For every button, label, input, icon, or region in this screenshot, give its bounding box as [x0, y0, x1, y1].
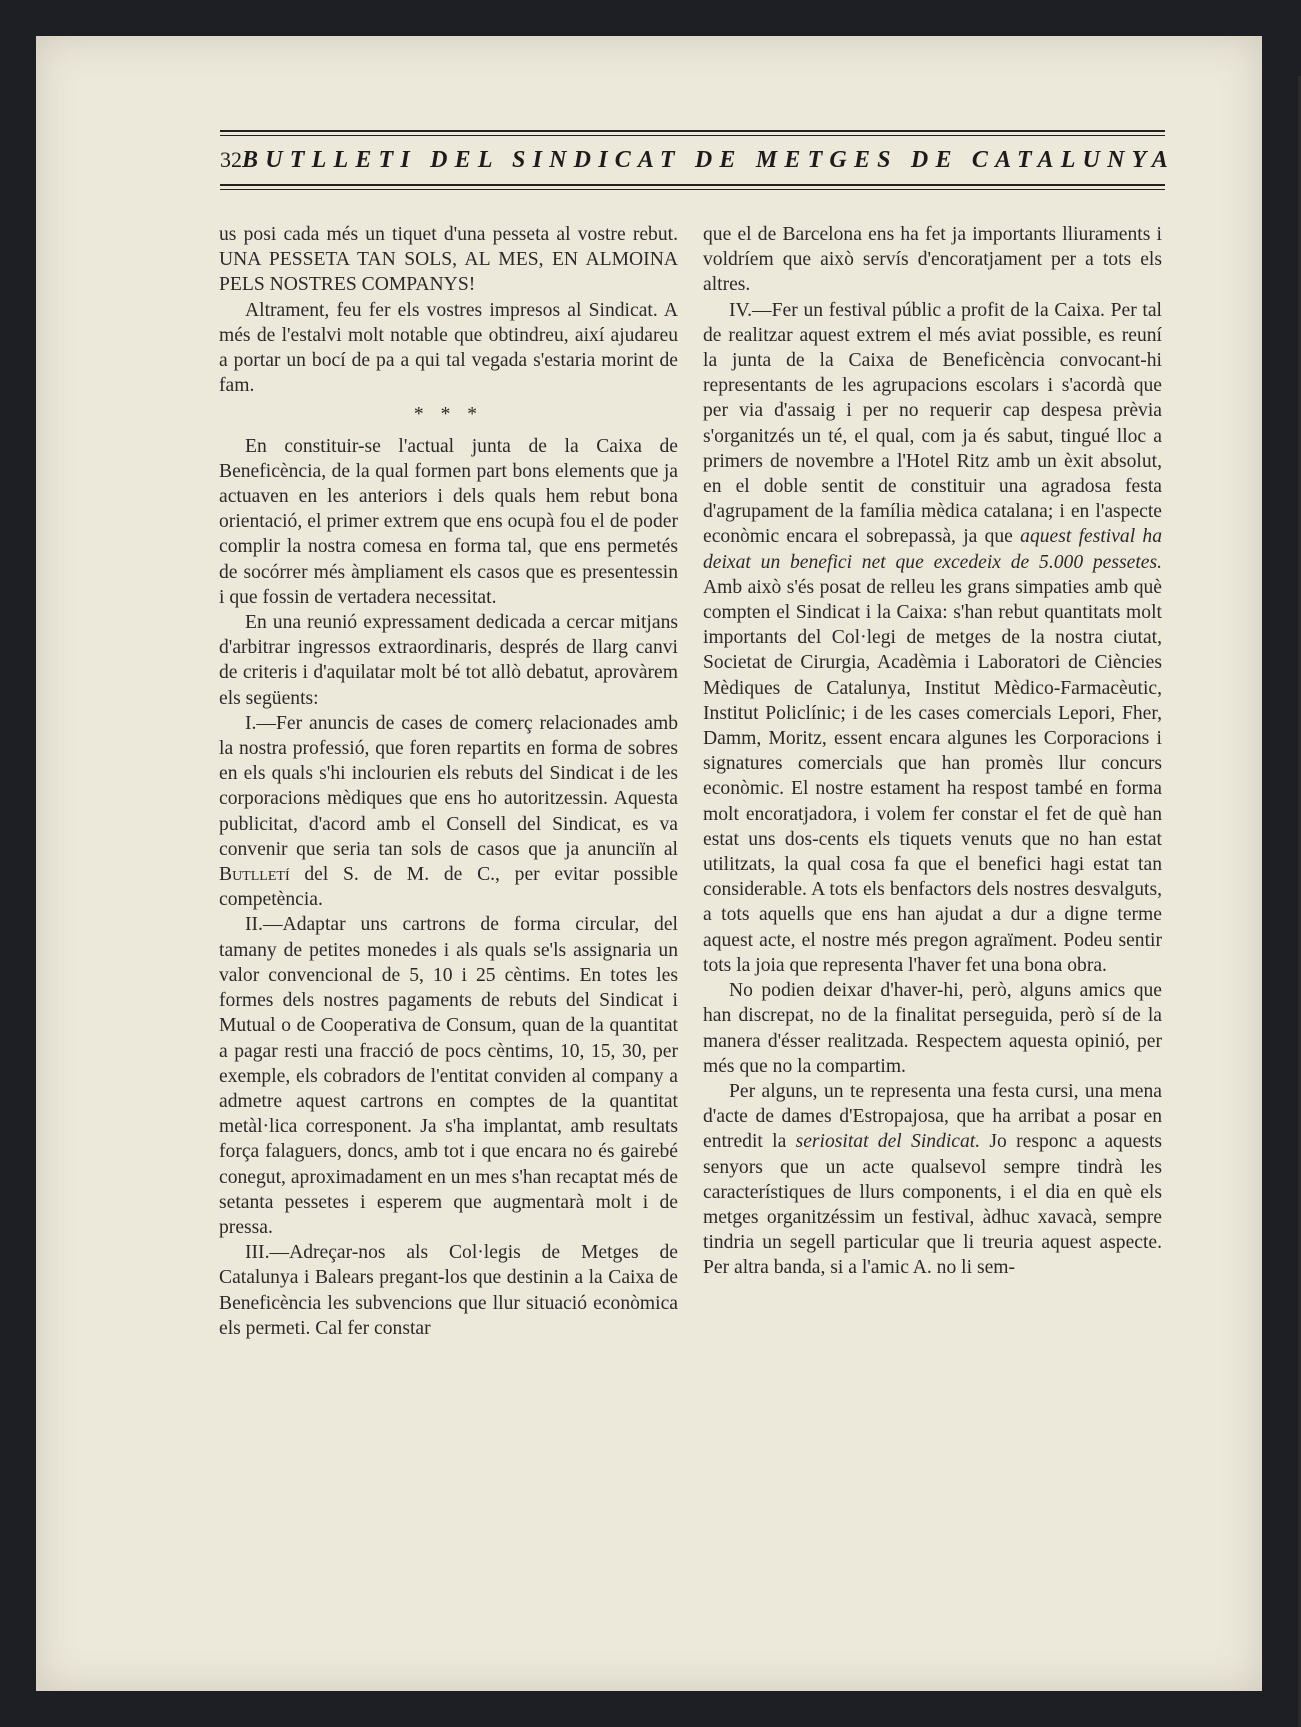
paragraph: us posi cada més un tiquet d'una pesseta al vostre rebut. UNA PESSETA TAN SOLS, AL MES, EN ALMOINA PELS NOSTRES COMPANYS! — [219, 224, 678, 296]
section-separator: * * * — [413, 404, 484, 426]
header-rule-bottom — [220, 184, 1165, 186]
paragraph: En una reunió expressament dedicada a cercar mitjans d'arbitrar ingressos extraordinaris, després de llarg canvi de criteris i d'aquilatar molt bé tot allò debatut, aprovàrem els següents: — [219, 612, 678, 709]
paragraph: Altrament, feu fer els vostres impresos al Sindicat. A més de l'estalvi molt notable que obtindreu, així ajudareu a portar un bocí de pa a qui tal vegada s'estaria morint de fam. — [219, 299, 678, 397]
italic-emphasis: seriositat del Sindicat. — [795, 1131, 981, 1153]
header-rule-bottom-thin — [220, 189, 1165, 190]
running-header — [220, 130, 1175, 190]
paragraph: Per alguns, un te representa una festa cursi, una mena d'acte de dames d'Estropajosa, que ha arribat a posar en entredit la seriositat del Sindicat. Jo responc a aquests senyors que un acte qualsevol sempre tindrà les característiques de llurs components, i el dia en què els metges organitzéssim un festival, àdhuc xavacà, sempre tindria un segell particular que li treuria aquest aspecte. Per altra banda, si a l'amic A. no li sem- — [703, 1080, 1163, 1279]
header-rule-top — [220, 130, 1165, 132]
paragraph: que el de Barcelona ens ha fet ja importants lliuraments i voldríem que això servís d'encoratjament per a tots els altres. — [703, 224, 1162, 296]
paragraph: IV.—Fer un festival públic a profit de la Caixa. Per tal de realitzar aquest extrem el més aviat possible, es reuní la junta de la Caixa de Beneficència convocant-hi representants de les agrupacions escolars i s'acordà que per via d'assaig i per no requerir cap despesa prèvia s'organitzés un té, el qual, com ja és sabut, tingué lloc a primers de novembre a l'Hotel Ritz amb un èxit absolut, en el doble sentit de constituir una agradosa festa d'agrupament de la família mèdica catalana; i en l'aspecte econòmic encara el sobrepassà, ja que aquest festival ha deixat un benefici net que excedeix de 5.000 pessetes. Amb això s'és posat de relleu les grans simpaties amb què compten el Sindicat i la Caixa: s'han rebut quantitats molt importants del Col·legi de metges de la nostra ciutat, Societat de Cirurgia, Acadèmia i Laboratori de Ciències Mèdiques de Catalunya, Institut Mèdico-Farmacèutic, Institut Policlínic; i de les cases comercials Lepori, Fher, Damm, Moritz, essent encara algunes les Corporacions i signatures comercials que han promès llur concurs econòmic. El nostre estament ha respost també en forma molt encoratjadora, i volem fer constar el fet de què han estat uns dos-cents els tiquets venuts que no han estat utilitzats, la qual cosa fa que el benefici hagi estat tan considerable. A tots els benfactors dels nostres desvalguts, a tots aquells que ens han ajudat a dur a digne terme aquest acte, el nostre més pregon agraïment. Podeu sentir tots la joia que representa l'haver fet una bona obra. — [703, 299, 1163, 976]
paragraph: III.—Adreçar-nos als Col·legis de Metges de Catalunya i Balears pregant-los que destinin a la Caixa de Beneficència les subvencions que llur situació econòmica els permeti. Cal fer constar — [219, 1242, 678, 1339]
journal-name-small-caps: Butlletí — [219, 864, 290, 886]
left-column — [219, 222, 678, 1341]
page-number: 32 — [220, 147, 242, 172]
paragraph: I.—Fer anuncis de cases de comerç relacionades amb la nostra professió, que foren repartits en forma de sobres en els quals s'hi inclourien els rebuts del Sindicat i de les corporacions mèdiques que ens ho autoritzessin. Aquesta publicitat, d'acord amb el Consell del Sindicat, es va convenir que seria tan sols de casos que ja anunciïn al Butlletí del S. de M. de C., per evitar possible competència. — [219, 712, 678, 911]
right-column — [703, 222, 1162, 1281]
paragraph: En constituir-se l'actual junta de la Caixa de Beneficència, de la qual formen part bons elements que ja actuaven en les anteriors i dels quals hem rebut bona orientació, el primer extrem que ens ocupà fou el de poder complir la nostra comesa en forma tal, que ens permetés de socórrer més àmpliament els casos que es presentessin i que fossin de vertadera necessitat. — [219, 435, 678, 608]
paragraph: II.—Adaptar uns cartrons de forma circular, del tamany de petites monedes i als quals se'ls assignaria un valor convencional de 5, 10 i 25 cèntims. En totes les formes dels nostres pagaments de rebuts del Sindicat i Mutual o de Cooperativa de Consum, quan de la quantitat a pagar resti una fracció de pocs cèntims, 10, 15, 30, per exemple, els cobradors de l'entitat conviden al company a admetre aquest cartrons en comptes de la quantitat metàl·lica corresponent. Ja s'ha implantat, amb resultats força falaguers, doncs, amb tot i que encara no és gairebé conegut, aproximadament en un mes s'han recaptat més de setanta pessetes i esperem que augmentarà molt i de pressa. — [219, 914, 678, 1238]
paragraph: No podien deixar d'haver-hi, però, alguns amics que han discrepat, no de la finalitat perseguida, però sí de la manera d'ésser realitzada. Respectem aquesta opinió, per més que no la compartim. — [703, 980, 1162, 1077]
italic-emphasis: aquest festival ha deixat un benefici net que excedeix de 5.000 pessetes. — [703, 526, 1163, 573]
journal-title: BUTLLETI DEL SINDICAT DE METGES DE CATALUNYA — [242, 147, 1175, 173]
